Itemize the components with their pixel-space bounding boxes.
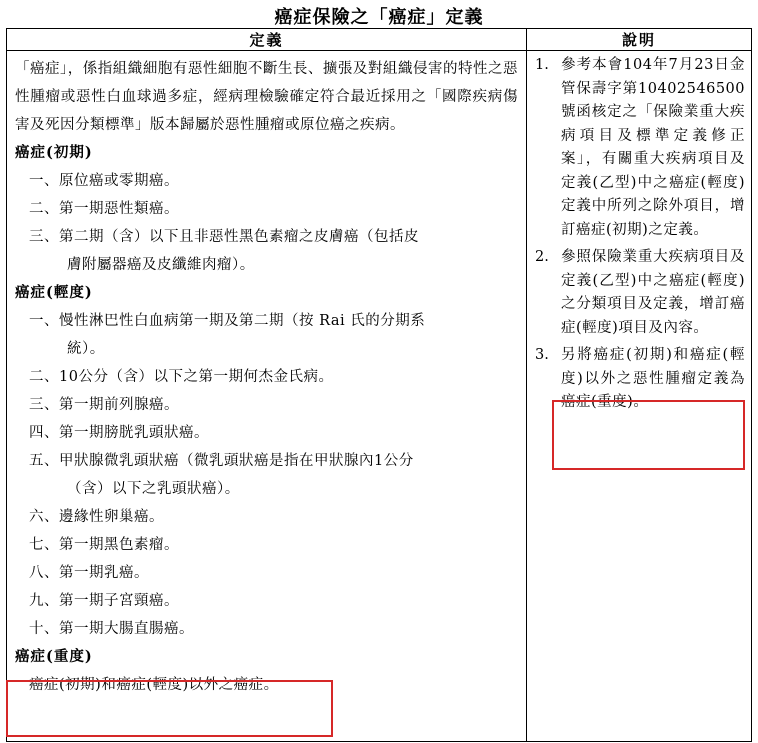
early-item-1: 一、原位癌或零期癌。 bbox=[29, 173, 179, 189]
document-title: 癌症保險之「癌症」定義 bbox=[274, 7, 484, 28]
mild-item-10: 十、第一期大腸直腸癌。 bbox=[29, 621, 194, 637]
explanation-header: 說明 bbox=[527, 29, 752, 51]
mild-item-1: 一、慢性淋巴性白血病第一期及第二期（按 Rai 氏的分期系 bbox=[29, 313, 426, 329]
explanation-cell bbox=[527, 51, 752, 742]
note-1-text: 參考本會104年7月23日金管保壽字第10402546500號函核定之「保險業重大疾病項目及標準定義修正案」，有關重大疾病項目及定義(乙型)中之癌症(輕度)定義中所列之除外項目，增訂癌症(初期)之定義。 bbox=[561, 57, 745, 238]
mild-item-3: 三、第一期前列腺癌。 bbox=[29, 397, 179, 413]
mild-item-2: 二、10公分（含）以下之第一期何杰金氏病。 bbox=[29, 369, 334, 385]
definition-cell bbox=[7, 51, 527, 742]
mild-item-8: 八、第一期乳癌。 bbox=[29, 565, 149, 581]
mild-item-4: 四、第一期膀胱乳頭狀癌。 bbox=[29, 425, 209, 441]
early-item-3: 三、第二期（含）以下且非惡性黑色素瘤之皮膚癌（包括皮 bbox=[29, 229, 419, 245]
severe-highlight-box bbox=[6, 680, 333, 737]
severe-heading: 癌症(重度) bbox=[15, 648, 93, 665]
intro-text: 「癌症」，係指組織細胞有惡性細胞不斷生長、擴張及對組織侵害的特性之惡性腫瘤或惡性白血球過多症，經病理檢驗確定符合最近採用之「國際疾病傷害及死因分類標準」版本歸屬於惡性腫瘤或原位癌之疾病。 bbox=[15, 61, 518, 133]
note-2-number: 2. bbox=[535, 249, 549, 265]
note-1 bbox=[533, 54, 745, 242]
mild-item-6: 六、邊緣性卵巢癌。 bbox=[29, 509, 164, 525]
note-1-number: 1. bbox=[535, 57, 549, 73]
mild-item-5-cont: （含）以下之乳頭狀癌）。 bbox=[67, 481, 240, 497]
definition-table bbox=[6, 28, 752, 742]
note-2-text: 參照保險業重大疾病項目及定義(乙型)中之癌症(輕度)之分類項目及定義，增訂癌症(輕度)項目及內容。 bbox=[561, 249, 745, 336]
early-item-3-cont: 膚附屬器癌及皮纖維肉瘤）。 bbox=[67, 257, 255, 273]
note-3-number: 3. bbox=[535, 347, 549, 363]
mild-item-5: 五、甲狀腺微乳頭狀癌（微乳頭狀癌是指在甲狀腺內1公分 bbox=[29, 453, 414, 469]
note-3-text: 另將癌症(初期)和癌症(輕度)以外之惡性腫瘤定義為癌症(重度)。 bbox=[561, 347, 745, 410]
mild-item-7: 七、第一期黑色素瘤。 bbox=[29, 537, 179, 553]
note-3-highlight-box bbox=[552, 400, 745, 470]
early-item-2: 二、第一期惡性類癌。 bbox=[29, 201, 179, 217]
mild-item-9: 九、第一期子宮頸癌。 bbox=[29, 593, 179, 609]
early-heading: 癌症(初期) bbox=[15, 144, 93, 161]
mild-heading: 癌症(輕度) bbox=[15, 284, 93, 301]
mild-item-1-cont: 統）。 bbox=[67, 341, 105, 357]
definition-header: 定義 bbox=[7, 29, 527, 51]
severe-text: 癌症(初期)和癌症(輕度)以外之癌症。 bbox=[29, 677, 279, 693]
note-2 bbox=[533, 246, 745, 340]
